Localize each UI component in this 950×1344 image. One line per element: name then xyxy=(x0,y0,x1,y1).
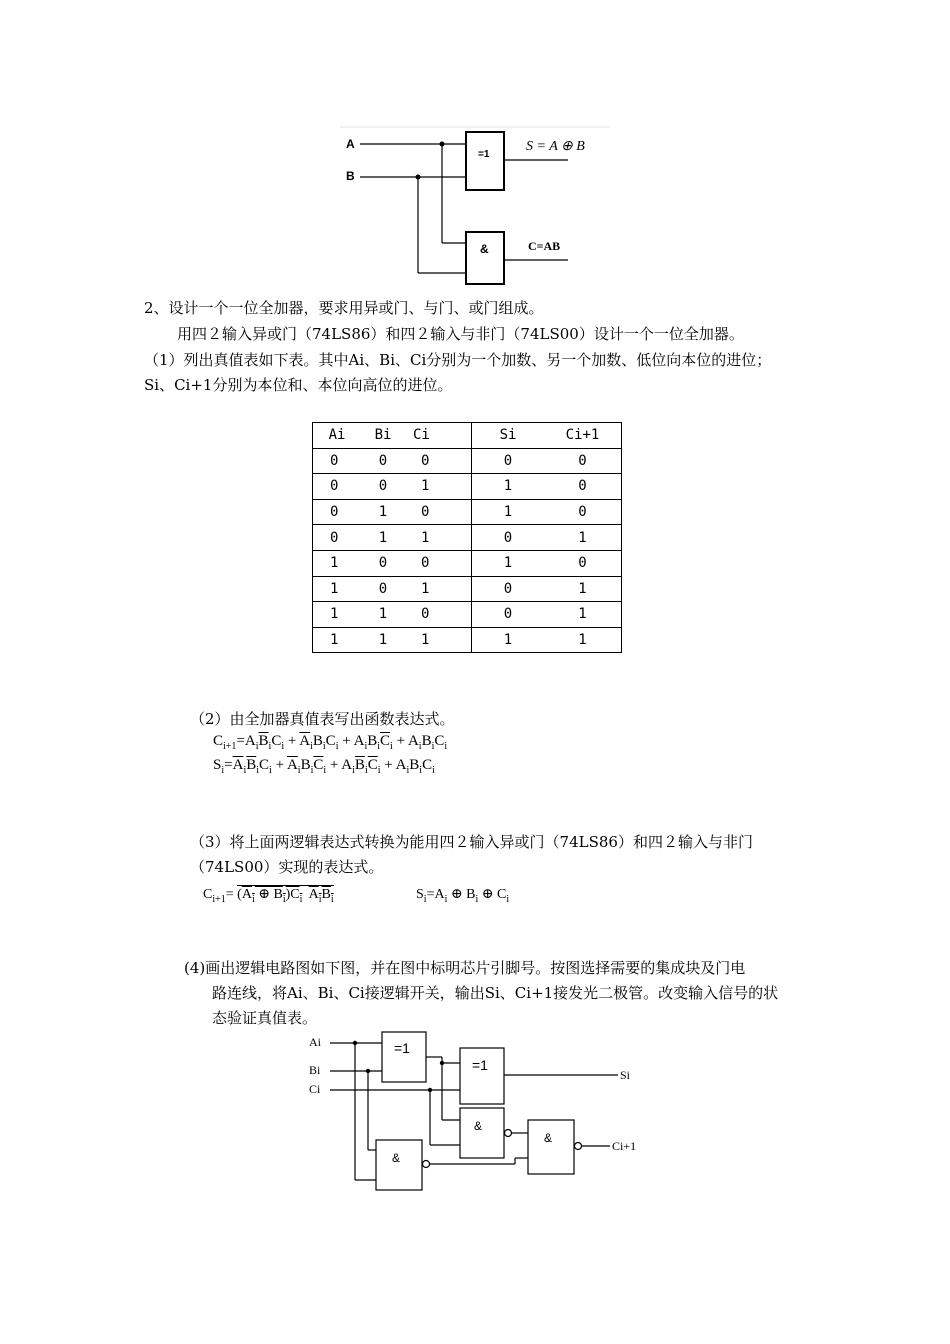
table-cell: 0 xyxy=(503,580,513,597)
input-b-label: B xyxy=(346,169,355,183)
table-cell: 0 xyxy=(578,504,587,521)
table-header-row xyxy=(313,423,622,449)
table-cell: 1 xyxy=(330,580,339,597)
table-cell: 1 xyxy=(578,606,587,623)
table-cell: 1 xyxy=(405,627,472,653)
table-row xyxy=(313,474,622,500)
step-4-line-3: 态验证真值表。 xyxy=(212,1009,318,1027)
truth-table xyxy=(312,422,622,653)
table-cell: 1 xyxy=(578,529,587,546)
table-cell: 0 xyxy=(578,452,587,469)
nand-gate-1-label: & xyxy=(392,1151,401,1165)
output-s-label: S = A ⊕ B xyxy=(526,139,585,154)
table-cell: 0 xyxy=(503,452,513,469)
table-cell: 1 xyxy=(503,478,513,495)
table-cell: 0 xyxy=(503,606,513,623)
step-4-line-1: (4)画出逻辑电路图如下图，并在图中标明芯片引脚号。按图选择需要的集成块及门电 xyxy=(184,959,746,977)
xor-gate xyxy=(466,132,504,190)
step-1-line-2: Si、Ci+1分别为本位和、本位向高位的进位。 xyxy=(144,376,453,394)
input-ci-label: Ci xyxy=(309,1082,321,1096)
output-si-label: Si xyxy=(620,1068,631,1082)
table-row xyxy=(313,550,622,576)
xor-gate-label: =1 xyxy=(478,149,490,160)
and-gate xyxy=(466,232,504,284)
half-adder-diagram xyxy=(330,122,620,292)
section-2-heading: 2、设计一个一位全加器，要求用异或门、与门、或门组成。 xyxy=(144,299,544,317)
table-cell: 1 xyxy=(378,606,388,623)
table-cell: 0 xyxy=(378,580,388,597)
table-cell: 1 xyxy=(578,580,587,597)
step-3-line-2: （74LS00）实现的表达式。 xyxy=(190,858,384,876)
table-row xyxy=(313,525,622,551)
table-cell: 0 xyxy=(405,602,472,628)
xor-gate-2-label: =1 xyxy=(472,1057,488,1073)
table-cell: 0 xyxy=(330,478,339,495)
table-cell: 0 xyxy=(330,504,339,521)
nand-gate-2 xyxy=(460,1108,504,1158)
table-cell: 1 xyxy=(330,632,339,649)
header-ai: Ai xyxy=(328,427,346,444)
full-adder-diagram xyxy=(300,1028,650,1198)
step-3-line-1: （3）将上面两逻辑表达式转换为能用四２输入异或门（74LS86）和四２输入与非门 xyxy=(190,833,753,851)
formula-ci1-nand: $C_{i+1}= (A_i$ ⊕ $B_i)C_i$ $A_iB_i$ xyxy=(203,887,334,905)
xor-gate-1-label: =1 xyxy=(394,1040,410,1056)
junction-a xyxy=(440,142,445,147)
step-1-line-1: （1）列出真值表如下表。其中Ai、Bi、Ci分别为一个加数、另一个加数、低位向本位的进位； xyxy=(144,351,772,369)
table-row xyxy=(313,576,622,602)
nand-gate-1 xyxy=(376,1140,422,1190)
output-ci1-label: Ci+1 xyxy=(612,1139,637,1153)
table-row xyxy=(313,499,622,525)
table-cell: 1 xyxy=(405,474,472,500)
formula-ci1-sop: $C_{i+1}=A_i\overline{B}_iC_i + \overline{A}_iB_iC_i + A_iB_i\overline{C}_i + A_iB_iC_i$ xyxy=(213,733,448,752)
table-cell: 0 xyxy=(578,478,587,495)
table-row xyxy=(313,448,622,474)
table-cell: 1 xyxy=(405,576,472,602)
input-ai-label: Ai xyxy=(309,1035,321,1049)
table-cell: 1 xyxy=(330,606,339,623)
junction-b xyxy=(416,175,421,180)
table-cell: 0 xyxy=(378,478,388,495)
table-cell: 1 xyxy=(503,632,513,649)
header-ci: Ci xyxy=(405,423,472,449)
nand-gate-2-label: & xyxy=(474,1119,483,1133)
header-bi: Bi xyxy=(374,427,392,444)
table-cell: 0 xyxy=(503,529,513,546)
table-cell: 0 xyxy=(378,555,388,572)
and-gate-label: & xyxy=(480,242,489,256)
input-a-label: A xyxy=(346,137,355,151)
header-ci1: Ci+1 xyxy=(565,427,600,444)
table-cell: 1 xyxy=(330,555,339,572)
table-row xyxy=(313,627,622,653)
formula-si-sop: $S_i=\overline{A}_i\overline{B}_iC_i + \overline{A}_iB_i\overline{C}_i + A_i\overline{B}_i\overline{C}_i + A_iB_iC_i$ xyxy=(213,757,435,776)
nand-gate-3 xyxy=(528,1120,574,1174)
formula-si-xor: $S_i=A_i$ ⊕ $B_i$ ⊕ $C_i$ xyxy=(416,887,510,905)
table-cell: 0 xyxy=(405,550,472,576)
table-cell: 1 xyxy=(378,632,388,649)
table-cell: 1 xyxy=(503,555,513,572)
output-c-label: C=AB xyxy=(528,239,561,253)
table-cell: 1 xyxy=(405,525,472,551)
table-cell: 0 xyxy=(378,452,388,469)
intro-paragraph: 用四２输入异或门（74LS86）和四２输入与非门（74LS00）设计一个一位全加器。 xyxy=(177,325,744,343)
table-cell: 0 xyxy=(330,529,339,546)
step-4-line-2: 路连线，将Ai、Bi、Ci接逻辑开关，输出Si、Ci+1接发光二极管。改变输入信号的状 xyxy=(212,984,779,1002)
nand-gate-3-label: & xyxy=(544,1131,553,1145)
table-cell: 1 xyxy=(503,504,513,521)
table-cell: 0 xyxy=(405,448,472,474)
header-si: Si xyxy=(499,427,517,444)
table-row xyxy=(313,602,622,628)
input-bi-label: Bi xyxy=(309,1063,321,1077)
table-cell: 1 xyxy=(578,632,587,649)
table-cell: 1 xyxy=(378,504,388,521)
step-2-text: （2）由全加器真值表写出函数表达式。 xyxy=(190,710,455,728)
table-cell: 0 xyxy=(405,499,472,525)
table-cell: 1 xyxy=(378,529,388,546)
table-cell: 0 xyxy=(330,452,339,469)
table-cell: 0 xyxy=(578,555,587,572)
